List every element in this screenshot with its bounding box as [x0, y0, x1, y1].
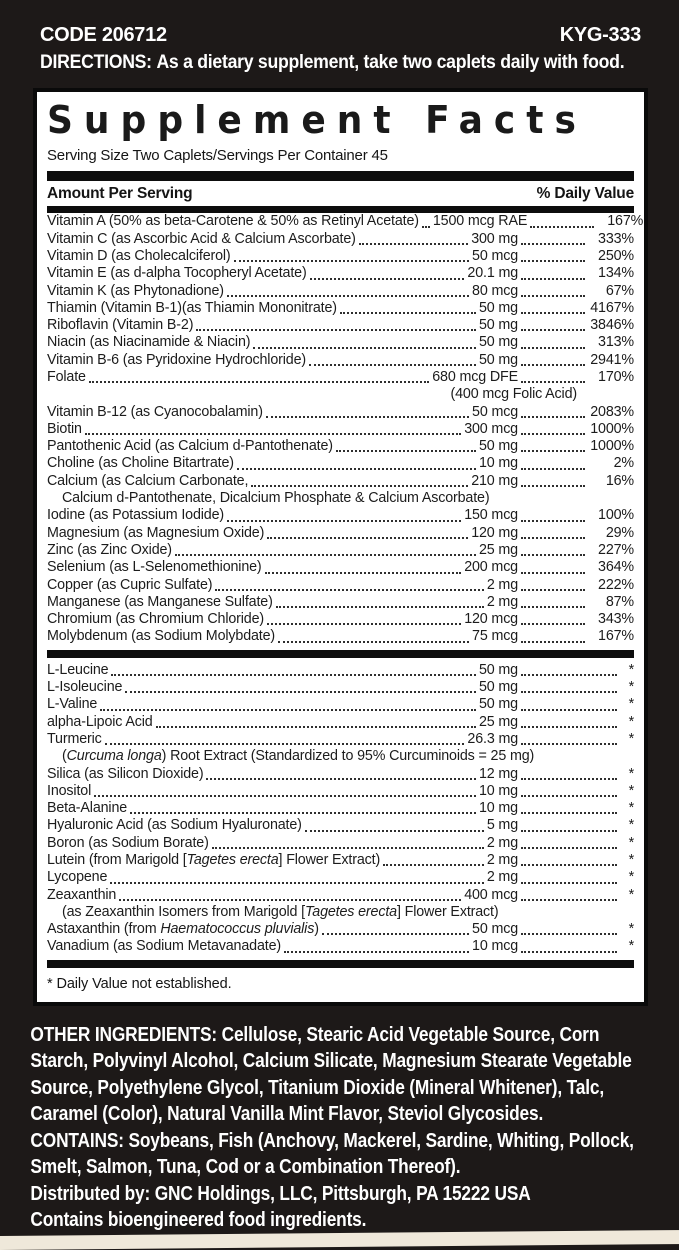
daily-value: * — [628, 782, 634, 799]
ingredient-name: L-Valine — [47, 696, 98, 713]
distributor-text: Distributed by: GNC Holdings, LLC, Pittsburgh, PA 15222 USA — [30, 1181, 531, 1205]
column-header-amount: Amount Per Serving — [47, 185, 193, 203]
table-row — [47, 542, 634, 559]
ingredient-name: Molybdenum (as Sodium Molybdate) — [47, 628, 276, 645]
daily-value: 170% — [598, 368, 634, 385]
botanical-name: Haematococcus pluvialis — [160, 921, 315, 938]
table-row — [47, 783, 634, 800]
daily-value: 4167% — [590, 299, 634, 316]
table-row — [47, 231, 634, 248]
other-ingredients-text: OTHER INGREDIENTS: Cellulose, Stearic Acid Vegetable Source, Corn Starch, Polyvinyl Alcohol, Calcium Silicate, Magnesium Stearate Vegetable Source, Polyethylene Glycol, Titanium Dioxide (Mineral Whitener), Talc, Caramel (Color), Natural Vanilla Mint Flavor, Steviol Glycosides. — [30, 1022, 632, 1126]
dot-leader — [253, 347, 476, 349]
ingredient-name: Folate — [47, 368, 86, 385]
dot-leader — [521, 243, 585, 245]
ingredient-amount: 50 mg — [479, 317, 518, 334]
table-row — [47, 852, 634, 869]
table-row — [47, 213, 644, 230]
dot-leader — [237, 468, 476, 470]
table-row — [47, 594, 634, 611]
table-row-continuation: Calcium d-Pantothenate, Dicalcium Phosphate & Calcium Ascorbate) — [62, 490, 490, 507]
ingredient-amount: 300 mcg — [464, 420, 518, 437]
dot-leader — [521, 795, 617, 797]
daily-value: * — [628, 730, 634, 747]
daily-value: 364% — [598, 559, 634, 576]
ingredient-name: Copper (as Cupric Sulfate) — [47, 576, 213, 593]
ingredient-amount: 2 mg — [486, 869, 518, 886]
label-header — [0, 0, 679, 74]
ingredient-name: Selenium (as L-Selenomethionine) — [47, 559, 262, 576]
code-row — [40, 24, 641, 47]
dot-leader — [125, 691, 476, 693]
ingredient-amount: 10 mg — [479, 455, 518, 472]
dot-leader — [521, 933, 617, 935]
dot-leader — [267, 537, 468, 539]
daily-value: 227% — [598, 541, 634, 558]
dot-leader — [521, 520, 585, 522]
dot-leader — [521, 674, 617, 676]
dot-leader — [359, 243, 468, 245]
ingredient-amount: 680 mcg DFE — [432, 368, 518, 385]
dot-leader — [521, 278, 585, 280]
ingredient-name: Beta-Alanine — [47, 800, 128, 817]
column-header-daily-value: % Daily Value — [536, 185, 634, 203]
daily-value: 1000% — [590, 420, 634, 437]
ingredient-name: Turmeric — [47, 730, 102, 747]
daily-value: 67% — [605, 282, 634, 299]
dot-leader — [521, 450, 585, 452]
ingredient-amount: 50 mg — [479, 438, 518, 455]
daily-value: 3846% — [590, 317, 634, 334]
text-segment: Astaxanthin (from — [47, 921, 161, 938]
dot-leader — [212, 847, 484, 849]
table-row — [47, 714, 634, 731]
ingredient-amount: 50 mg — [479, 351, 518, 368]
ingredient-name: Vitamin B-6 (as Pyridoxine Hydrochloride) — [47, 351, 306, 368]
dot-leader — [265, 572, 462, 574]
botanical-name: Curcuma longa — [66, 748, 162, 765]
panel-title: Supplement Facts — [47, 98, 587, 143]
ingredient-name: Hyaluronic Acid (as Sodium Hyaluronate) — [47, 817, 302, 834]
ingredient-amount: 50 mcg — [472, 247, 518, 264]
table-column-headers — [47, 181, 634, 206]
daily-value: 87% — [605, 593, 634, 610]
ingredient-name: Pantothenic Acid (as Calcium d-Pantothenate) — [47, 438, 333, 455]
dot-leader — [284, 951, 469, 953]
daily-value: * — [628, 765, 634, 782]
ingredient-name: Inositol — [47, 782, 92, 799]
daily-value: * — [628, 938, 634, 955]
ingredient-amount: 210 mg — [471, 472, 518, 489]
dot-leader — [340, 312, 476, 314]
divider-bar — [47, 206, 634, 213]
daily-value: 167% — [607, 213, 644, 230]
table-row — [47, 696, 634, 713]
dot-leader — [100, 709, 476, 711]
ingredient-name: L-Leucine — [47, 661, 109, 678]
ingredient-name: Niacin (as Niacinamide & Niacin) — [47, 334, 251, 351]
dot-leader — [119, 899, 461, 901]
dot-leader — [521, 347, 585, 349]
dot-leader — [215, 589, 483, 591]
text-segment: ( — [62, 748, 67, 765]
table-row — [47, 525, 634, 542]
ingredient-name: Vitamin B-12 (as Cyanocobalamin) — [47, 403, 263, 420]
daily-value: * — [628, 661, 634, 678]
table-row — [47, 577, 634, 594]
table-row — [47, 265, 634, 282]
text-segment: (as Zeaxanthin Isomers from Marigold [ — [62, 903, 305, 920]
ingredient-amount: 25 mg — [479, 713, 518, 730]
daily-value: * — [628, 869, 634, 886]
dot-leader — [521, 364, 585, 366]
table-row — [47, 404, 634, 421]
table-row — [47, 421, 634, 438]
ingredient-amount: 50 mg — [479, 334, 518, 351]
table-row-continuation — [47, 904, 634, 921]
serving-size: Serving Size Two Caplets/Servings Per Container 45 — [47, 147, 388, 165]
dot-leader — [305, 830, 484, 832]
daily-value: 16% — [605, 472, 634, 489]
text-segment: ] Flower Extract) — [278, 852, 381, 868]
daily-value: 2083% — [590, 403, 634, 420]
dot-leader — [521, 433, 585, 435]
ingredient-amount: 300 mg — [471, 230, 518, 247]
ingredient-amount: 120 mcg — [464, 611, 518, 628]
daily-value: 29% — [605, 524, 634, 541]
divider-bar — [47, 171, 634, 181]
dot-leader — [521, 830, 617, 832]
ingredient-name: Vitamin A (50% as beta-Carotene & 50% as Retinyl Acetate) — [47, 213, 419, 230]
table-row — [47, 887, 634, 904]
daily-value: * — [628, 921, 634, 938]
dot-leader — [521, 812, 617, 814]
ingredient-name — [47, 852, 380, 868]
ingredient-amount: 2 mg — [486, 852, 518, 868]
text-segment: ) Root Extract (Standardized to 95% Curcuminoids = 25 mg) — [161, 748, 535, 765]
dot-leader — [521, 589, 585, 591]
daily-value: * — [628, 852, 634, 868]
table-row — [47, 869, 634, 886]
table-row-continuation: (400 mcg Folic Acid) — [450, 386, 577, 403]
allergen-contains-text: CONTAINS: Soybeans, Fish (Anchovy, Mackerel, Sardine, Whiting, Pollock, Smelt, Salmon, Tuna, Cod or a Combination Thereof). — [30, 1128, 634, 1179]
dot-leader — [322, 933, 469, 935]
ingredient-name: alpha-Lipoic Acid — [47, 713, 153, 730]
ingredient-amount: 75 mcg — [472, 628, 518, 645]
ingredient-amount: 25 mg — [479, 541, 518, 558]
table-row — [47, 369, 634, 386]
ingredient-name: Silica (as Silicon Dioxide) — [47, 765, 204, 782]
ingredient-name: Boron (as Sodium Borate) — [47, 834, 209, 851]
ingredient-amount: 2 mg — [486, 576, 518, 593]
table-row — [47, 611, 634, 628]
ingredient-name: Magnesium (as Magnesium Oxide) — [47, 524, 265, 541]
daily-value: 100% — [598, 507, 634, 524]
botanical-name: Tagetes erecta — [305, 903, 397, 920]
daily-value: * — [628, 713, 634, 730]
daily-value: 1000% — [590, 438, 634, 455]
directions-text: As a dietary supplement, take two caplets daily with food. — [156, 52, 625, 73]
ingredient-amount: 12 mg — [479, 765, 518, 782]
dot-leader — [521, 623, 585, 625]
daily-value: * — [628, 800, 634, 817]
label-footer — [0, 1006, 644, 1234]
ingredient-name: Vitamin K (as Phytonadione) — [47, 282, 224, 299]
ingredient-amount: 50 mcg — [472, 921, 518, 938]
daily-value-footnote: * Daily Value not established. — [47, 975, 232, 992]
dot-leader — [94, 795, 476, 797]
ingredient-name: Vitamin D (as Cholecalciferol) — [47, 247, 231, 264]
daily-value: 2941% — [590, 351, 634, 368]
daily-value: 222% — [598, 576, 634, 593]
dot-leader — [521, 295, 585, 297]
dot-leader — [521, 329, 585, 331]
dot-leader — [521, 691, 617, 693]
daily-value: 313% — [598, 334, 634, 351]
dot-leader — [175, 554, 476, 556]
table-row — [47, 507, 634, 524]
dot-leader — [521, 606, 585, 608]
table-row — [47, 817, 634, 834]
table-row — [47, 938, 634, 955]
bioengineered-text: Contains bioengineered food ingredients. — [30, 1208, 367, 1232]
dot-leader — [521, 864, 617, 866]
ingredient-name: Manganese (as Manganese Sulfate) — [47, 593, 273, 610]
dot-leader — [521, 709, 617, 711]
dot-leader — [276, 606, 484, 608]
table-row — [47, 731, 634, 748]
dot-leader — [383, 864, 484, 866]
ingredient-name: Lycopene — [47, 869, 108, 886]
ingredient-amount: 50 mg — [479, 696, 518, 713]
ingredient-amount: 50 mcg — [472, 403, 518, 420]
table-row — [47, 438, 634, 455]
ingredient-amount: 5 mg — [486, 817, 518, 834]
ingredient-amount: 10 mcg — [472, 938, 518, 955]
table-row — [47, 352, 634, 369]
dot-leader — [521, 778, 617, 780]
dot-leader — [267, 623, 461, 625]
dot-leader — [105, 743, 465, 745]
ingredient-name: Calcium (as Calcium Carbonate, — [47, 472, 249, 489]
ingredient-name: Chromium (as Chromium Chloride) — [47, 611, 265, 628]
dot-leader — [521, 260, 585, 262]
dot-leader — [206, 778, 476, 780]
ingredient-name: Riboflavin (Vitamin B-2) — [47, 317, 194, 334]
dot-leader — [227, 520, 461, 522]
dot-leader — [530, 226, 594, 228]
table-row — [47, 473, 634, 490]
dot-leader — [309, 364, 476, 366]
daily-value: * — [628, 679, 634, 696]
dot-leader — [521, 381, 585, 383]
dot-leader — [521, 468, 585, 470]
supplement-facts-panel — [33, 88, 648, 1006]
ingredient-name: Biotin — [47, 420, 82, 437]
dot-leader — [521, 572, 585, 574]
ingredient-amount: 10 mg — [479, 800, 518, 817]
ingredient-name: Vitamin E (as d-alpha Tocopheryl Acetate) — [47, 265, 307, 282]
ingredient-amount: 10 mg — [479, 782, 518, 799]
dot-leader — [521, 726, 617, 728]
ingredient-amount: 50 mg — [479, 661, 518, 678]
divider-bar — [47, 650, 634, 658]
table-row-continuation — [47, 748, 634, 765]
ingredient-amount: 2 mg — [486, 834, 518, 851]
directions-label: DIRECTIONS: — [40, 52, 152, 73]
daily-value: 250% — [598, 247, 634, 264]
ingredient-name: Vitamin C (as Ascorbic Acid & Calcium Ascorbate) — [47, 230, 356, 247]
dot-leader — [227, 295, 469, 297]
dot-leader — [89, 381, 429, 383]
ingredient-amount: 200 mcg — [464, 559, 518, 576]
dot-leader — [111, 674, 476, 676]
daily-value: * — [628, 696, 634, 713]
table-row — [47, 662, 634, 679]
ingredient-name: Zinc (as Zinc Oxide) — [47, 541, 172, 558]
dot-leader — [266, 416, 469, 418]
ingredient-name: L-Isoleucine — [47, 679, 123, 696]
divider-bar — [47, 960, 634, 968]
ingredient-name — [47, 921, 319, 937]
ingredient-name: Choline (as Choline Bitartrate) — [47, 455, 234, 472]
daily-value: * — [628, 834, 634, 851]
dot-leader — [336, 450, 476, 452]
daily-value: 134% — [598, 265, 634, 282]
dot-leader — [234, 260, 469, 262]
batch-code: KYG-333 — [559, 24, 641, 46]
dot-leader — [521, 743, 617, 745]
ingredient-amount: 50 mg — [479, 679, 518, 696]
ingredient-amount: 26.3 mg — [467, 730, 518, 747]
botanical-name: Tagetes erecta — [186, 852, 279, 868]
table-row — [47, 800, 634, 817]
directions — [40, 52, 625, 74]
text-segment: ) — [314, 921, 319, 938]
ingredient-name: Vanadium (as Sodium Metavanadate) — [47, 938, 281, 955]
table-row — [47, 921, 634, 938]
daily-value: 343% — [598, 611, 634, 628]
dot-leader — [110, 882, 484, 884]
daily-value: 333% — [598, 230, 634, 247]
dot-leader — [521, 485, 585, 487]
ingredient-name: Iodine (as Potassium Iodide) — [47, 507, 224, 524]
ingredient-amount: 1500 mcg RAE — [432, 213, 528, 230]
facts-table-other-nutrients — [47, 662, 634, 956]
table-row — [47, 835, 634, 852]
daily-value: * — [628, 817, 634, 834]
table-row — [47, 679, 634, 696]
dot-leader — [521, 312, 585, 314]
daily-value: * — [628, 886, 634, 903]
dot-leader — [251, 485, 468, 487]
table-row — [47, 317, 634, 334]
product-code: CODE 206712 — [40, 24, 167, 46]
dot-leader — [521, 951, 617, 953]
ingredient-amount: 150 mcg — [464, 507, 518, 524]
ingredient-name: Thiamin (Vitamin B-1)(as Thiamin Mononitrate) — [47, 299, 337, 316]
dot-leader — [310, 278, 465, 280]
table-row — [47, 248, 634, 265]
dot-leader — [521, 899, 617, 901]
table-row — [47, 455, 634, 472]
table-row — [47, 559, 634, 576]
dot-leader — [196, 329, 476, 331]
dot-leader — [521, 641, 585, 643]
dot-leader — [278, 641, 469, 643]
dot-leader — [521, 554, 585, 556]
ingredient-amount: 50 mg — [479, 299, 518, 316]
table-row — [47, 628, 634, 645]
facts-table-vitamins-minerals — [47, 213, 644, 645]
dot-leader — [85, 433, 461, 435]
ingredient-amount: 400 mcg — [464, 886, 518, 903]
dot-leader — [521, 882, 617, 884]
text-segment: Lutein (from Marigold [ — [47, 852, 187, 868]
daily-value: 167% — [598, 628, 634, 645]
daily-value: 2% — [613, 455, 634, 472]
table-row — [47, 283, 634, 300]
ingredient-amount: 80 mcg — [472, 282, 518, 299]
table-row — [47, 300, 634, 317]
dot-leader — [422, 226, 430, 228]
table-row — [47, 334, 634, 351]
ingredient-amount: 20.1 mg — [467, 265, 518, 282]
dot-leader — [156, 726, 476, 728]
dot-leader — [521, 416, 585, 418]
dot-leader — [130, 812, 476, 814]
ingredient-amount: 120 mg — [471, 524, 518, 541]
ingredient-name: Zeaxanthin — [47, 886, 117, 903]
dot-leader — [521, 537, 585, 539]
ingredient-amount: 2 mg — [486, 593, 518, 610]
table-row — [47, 766, 634, 783]
dot-leader — [521, 847, 617, 849]
text-segment: ] Flower Extract) — [396, 903, 499, 920]
